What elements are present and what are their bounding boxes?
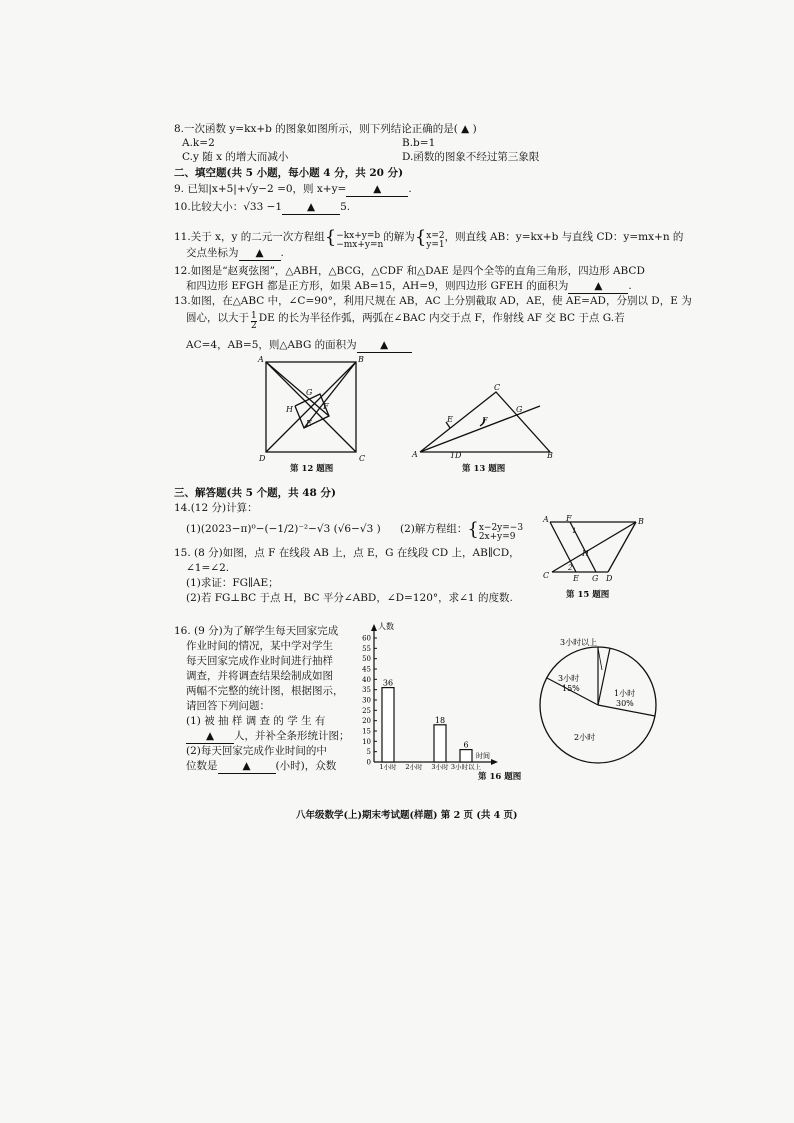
q11-system-eq2: −mx+y=n [336, 240, 384, 250]
q10-answer-blank: ▲ [282, 200, 340, 215]
fig12-label-c: C [359, 454, 366, 463]
q9 [174, 182, 412, 197]
fig15-angle-2: 2 [568, 564, 573, 572]
bar-y-tick-label: 20 [362, 717, 371, 726]
q11-lead: 11.关于 x，y 的二元一次方程组 [174, 231, 325, 243]
q16-line5: 两幅不完整的统计图，根据图示， [186, 685, 344, 697]
q15-line2: ∠1=∠2. [186, 562, 230, 574]
q12-end: . [628, 280, 632, 292]
bar-category-label: 2小时 [405, 763, 423, 771]
figure-15 [540, 512, 652, 604]
bar [434, 725, 446, 762]
bar-y-label: 人数 [378, 622, 394, 631]
bar-x-label: 时间 [476, 752, 490, 760]
fig16-caption: 第 16 题图 [478, 772, 522, 782]
bar-y-tick-label: 15 [362, 727, 371, 736]
fig13-label-f: F [482, 416, 488, 425]
fig12-label-b: B [358, 355, 364, 364]
q16-line10-lead: 位数是 [186, 760, 218, 772]
fig13-label-d: D [455, 451, 462, 460]
q13-line3-text: AC=4，AB=5，则△ABG 的面积为 [186, 339, 357, 351]
q13-line2 [186, 311, 625, 331]
q16-line9: (2)每天回家完成作业时间的中 [186, 745, 327, 757]
q11-line2 [186, 246, 284, 261]
fig15-line-bc [552, 522, 636, 572]
fig12-label-f: F [323, 402, 329, 411]
q13-fraction-denominator: 2 [251, 321, 257, 331]
q8-option-b: B.b=1 [402, 137, 436, 149]
q14-eq2: 2x+y=9 [478, 532, 516, 542]
q13-line2-tail: DE 的长为半径作弧，两弧在∠BAC 内交于点 F，作射线 AF 交 BC 于点 G.若 [258, 312, 625, 324]
q13-line2-lead: 圆心，以大于 [186, 312, 249, 324]
q16-line10 [186, 759, 336, 774]
q12-answer-blank: ▲ [568, 279, 628, 294]
fig12-caption: 第 12 题图 [290, 464, 334, 474]
fig12-label-g: G [306, 388, 313, 397]
q16-line7: (1) 被 抽 样 调 查 的 学 生 有 [186, 715, 326, 727]
bar-y-tick-label: 30 [362, 696, 371, 705]
fig12-label-d: D [259, 454, 266, 463]
q10 [174, 200, 350, 215]
q14-part2-text: (2)解方程组： [400, 523, 468, 535]
q15-line4: (2)若 FG⊥BC 于点 H，BC 平分∠ABD，∠D=120°，求∠1 的度数. [186, 592, 513, 604]
q14-eq1: x−2y=−3 [478, 523, 524, 533]
q11-system-eq1: −kx+y=b [336, 231, 381, 241]
q16-line6: 请回答下列问题： [186, 700, 270, 712]
pie-label-3h: 3小时 [558, 674, 580, 683]
q16-line4: 调查，并将调查结果绘制成如图 [186, 670, 333, 682]
bar-data-label: 18 [434, 715, 446, 725]
figure-12 [256, 354, 368, 478]
fig15-label-f: F [566, 514, 572, 523]
fig15-label-c: C [543, 571, 550, 580]
q9-end: . [408, 183, 412, 195]
fig13-label-one: 1 [450, 451, 456, 460]
pie-label-2h: 2小时 [574, 733, 596, 742]
q14-part1: (1)(2023−π)⁰−(−1/2)⁻²−√3 (√6−√3 ) [186, 523, 381, 535]
q16-line10-tail: (小时)，众数 [275, 760, 337, 772]
bar-category-label: 1小时 [379, 763, 397, 771]
q8-option-c: C.y 随 x 的增大而减小 [182, 151, 289, 163]
section2-title: 二、填空题(共 5 小题，每小题 4 分，共 20 分) [174, 167, 404, 179]
q16-answer-blank-2: ▲ [218, 759, 276, 774]
fig13-label-b: B [547, 451, 553, 460]
q11-line1: 11.关于 x，y 的二元一次方程组{ −kx+y=b −mx+y=n 的解为{ x=2 y=1 ，则直线 AB：y=kx+b 与直线 CD：y=mx+n 的 [174, 227, 684, 250]
bar [460, 750, 472, 762]
fig13-label-e: E [447, 415, 453, 424]
fig15-label-h: H [582, 549, 589, 558]
fig13-caption: 第 13 题图 [462, 464, 506, 474]
fig15-label-g: G [592, 574, 599, 583]
fig12-label-e: E [306, 419, 312, 428]
q11-answer-blank: ▲ [239, 246, 281, 261]
fig15-caption: 第 15 题图 [566, 590, 610, 600]
q9-answer-blank: ▲ [346, 182, 408, 197]
q10-end: 5. [340, 201, 351, 213]
q13-answer-blank: ▲ [357, 338, 412, 353]
bar-category-label: 3小时以上 [450, 763, 482, 771]
bar-y-tick-label: 5 [366, 748, 371, 757]
q16-line1: 16. (9 分)为了解学生每天回家完成 [174, 625, 339, 637]
q13-line1: 13.如图，在△ABC 中，∠C=90°，利用尺规在 AB，AC 上分别截取 AD，AE，使 AE=AD，分别以 D，E 为 [174, 295, 692, 307]
fig12-label-a: A [258, 355, 264, 364]
fig13-label-g: G [516, 405, 523, 414]
bar-x-arrow-icon [491, 759, 498, 765]
pie-label-1h: 1小时 [614, 689, 636, 698]
q15-line3: (1)求证：FG∥AE； [186, 577, 279, 589]
q16-line3: 每天回家完成作业时间进行抽样 [186, 655, 333, 667]
bar-y-arrow-icon [371, 624, 377, 631]
bar-y-tick-label: 10 [362, 737, 371, 746]
fig15-label-d: D [606, 574, 613, 583]
bar-y-tick-label: 35 [362, 686, 371, 695]
pie-pct-3h: 15% [562, 684, 580, 693]
q12-line1: 12.如图是“赵爽弦图”，△ABH，△BCG，△CDF 和△DAE 是四个全等的直角三角形，四边形 ABCD [174, 265, 645, 277]
fig15-label-a: A [543, 515, 549, 524]
q16-line8-text: 人，并补全条形统计图； [234, 730, 350, 742]
q16-line2: 作业时间的情况，某中学对学生 [186, 640, 333, 652]
q16-answer-blank-1: ▲ [186, 729, 234, 744]
bar-y-tick-label: 60 [362, 634, 371, 643]
q14-head: 14.(12 分)计算： [174, 502, 258, 514]
page-footer: 八年级数学(上)期末考试题(样题) 第 2 页 (共 4 页) [296, 810, 518, 821]
q13-fraction-numerator: 1 [251, 311, 257, 321]
section3-title: 三、解答题(共 5 个题，共 48 分) [174, 487, 336, 499]
bar-y-tick-label: 45 [362, 665, 371, 674]
q11-end: . [280, 247, 284, 259]
q11-solution-y: y=1 [426, 240, 445, 250]
bar-data-label: 36 [382, 678, 394, 688]
fig13-label-a: A [412, 450, 418, 459]
bar [382, 688, 394, 762]
q12-line2-text: 和四边形 EFGH 都是正方形，如果 AB=15，AH=9，则四边形 GFEH 的面积为 [186, 280, 569, 292]
q11-mid: 的解为 [383, 231, 415, 243]
bar-y-tick-label: 0 [366, 758, 371, 767]
fig15-label-e: E [573, 574, 579, 583]
figure-16-bar-chart [360, 620, 502, 770]
q11-line2-text: 交点坐标为 [186, 247, 239, 259]
q9-text: 9. 已知|x+5|+√y−2 =0，则 x+y= [174, 183, 347, 195]
q8-option-a: A.k=2 [182, 137, 215, 149]
fig13-label-c: C [494, 383, 501, 392]
figure-13 [410, 380, 553, 476]
pie-label-over3h: 3小时以上 [560, 638, 598, 647]
q14-part2: (2)解方程组：{ x−2y=−3 2x+y=9 [400, 519, 524, 542]
fig12-label-h: H [286, 405, 293, 414]
q11-tail: ，则直线 AB：y=kx+b 与直线 CD：y=mx+n 的 [444, 231, 684, 243]
fig15-line-bd [608, 522, 636, 572]
q16-line8 [186, 729, 350, 744]
bar-y-tick-label: 50 [362, 655, 371, 664]
figure-16-pie-chart [530, 636, 670, 766]
q12-line2 [186, 279, 632, 294]
fig15-angle-1: 1 [572, 527, 577, 535]
fig15-label-b: B [638, 517, 644, 526]
bar-data-label: 6 [463, 740, 469, 750]
q10-text: 10.比较大小：√33 −1 [174, 201, 283, 213]
pie-pct-1h: 30% [616, 699, 634, 708]
bar-category-label: 3小时 [431, 763, 449, 771]
q8-option-d: D.函数的图象不经过第三象限 [402, 151, 540, 163]
q11-solution-x: x=2 [426, 231, 445, 241]
bar-y-tick-label: 40 [362, 675, 371, 684]
q13-line3 [186, 338, 412, 353]
bar-y-tick-label: 25 [362, 706, 371, 715]
q15-line1: 15. (8 分)如图，点 F 在线段 AB 上，点 E，G 在线段 CD 上，AB∥CD， [174, 547, 520, 559]
bar-y-tick-label: 55 [362, 644, 371, 653]
q8-stem: 8.一次函数 y=kx+b 的图象如图所示，则下列结论正确的是( ▲ ) [174, 123, 477, 135]
